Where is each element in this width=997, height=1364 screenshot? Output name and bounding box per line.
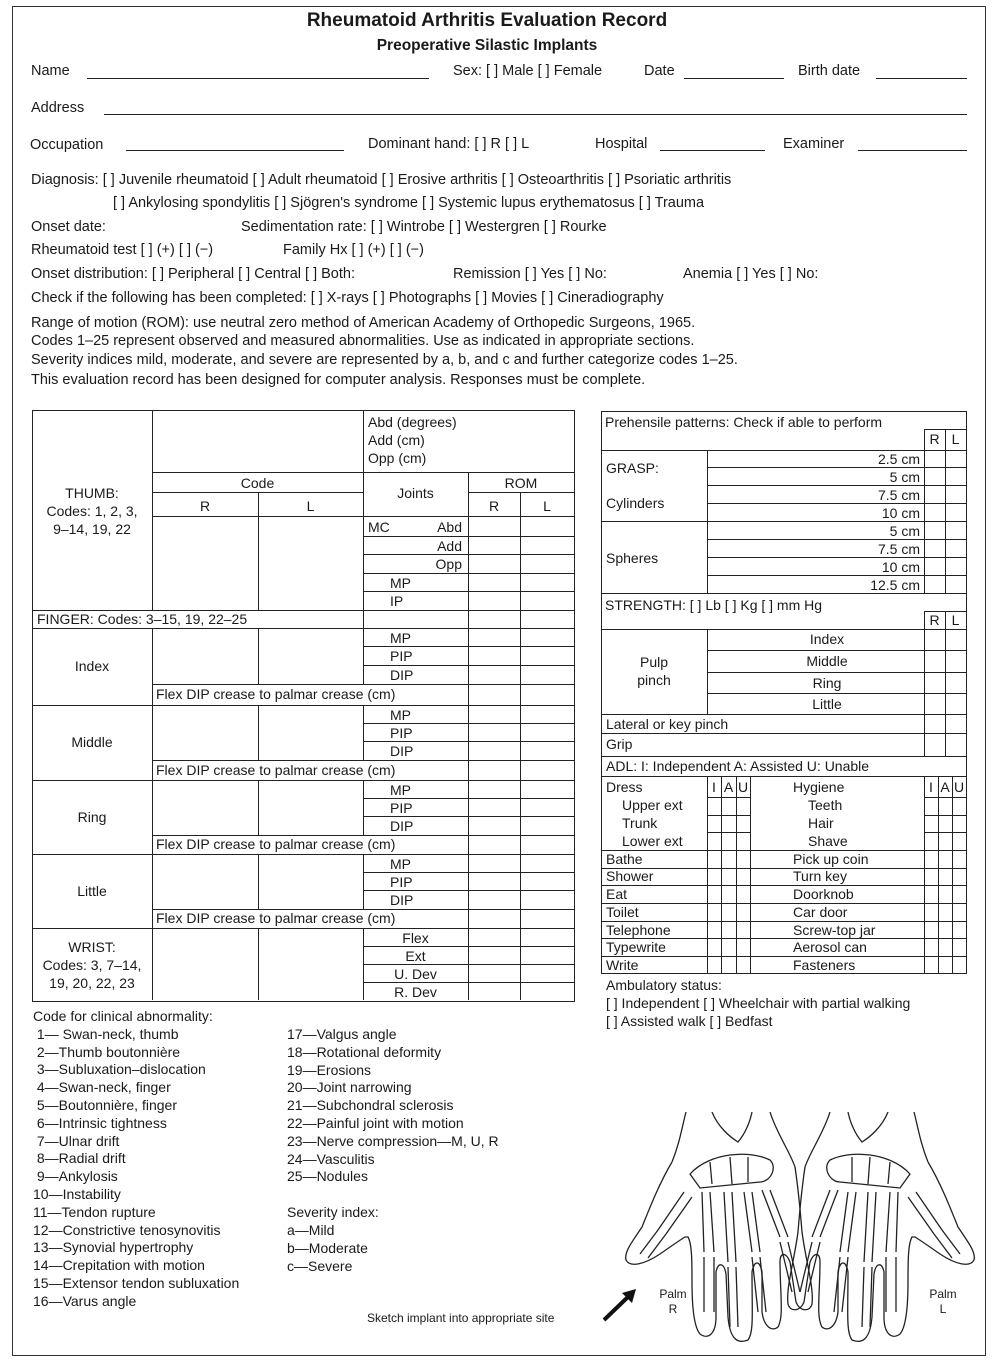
codes-note: Codes 1–25 represent observed and measured abnormalities. Use as indicated in appropriate sections. — [31, 333, 695, 349]
table-grid-line — [32, 928, 574, 929]
ring-flex-dip-label: Flex DIP crease to palmar crease (cm) — [156, 836, 396, 852]
table-grid-line — [924, 776, 925, 973]
table-grid-line — [601, 868, 967, 869]
table-grid-line — [520, 492, 521, 1000]
birth-date-label: Birth date — [798, 63, 861, 79]
thumb-codes-1: Codes: 1, 2, 3, — [46, 503, 138, 519]
severity-item: c—Severe — [287, 1257, 353, 1274]
joint-thumb-ip: IP — [390, 593, 404, 609]
legend-code-item: 16—Varus angle — [33, 1292, 137, 1309]
legend-code-item: 22—Painful joint with motion — [287, 1114, 464, 1131]
palm-l-side: L — [939, 1302, 947, 1316]
sphere-size: 7.5 cm — [877, 541, 920, 557]
family-hx-options[interactable]: Family Hx [ ] (+) [ ] (−) — [283, 242, 424, 258]
pinch-finger: Middle — [806, 653, 848, 669]
activity-label: Bathe — [606, 851, 643, 867]
activity-label: Screw-top jar — [793, 922, 876, 938]
date-label: Date — [644, 63, 675, 79]
finger-codes-label: FINGER: Codes: 3–15, 19, 22–25 — [37, 611, 248, 627]
table-grid-line — [945, 429, 946, 593]
legend-code-item: 9—Ankylosis — [33, 1168, 118, 1185]
joint-ring-pip: PIP — [390, 800, 413, 816]
legend-code-item: 12—Constrictive tenosynovitis — [33, 1221, 221, 1238]
legend-code-item: 19—Erosions — [287, 1061, 372, 1078]
activity-label: Telephone — [606, 922, 671, 938]
table-grid-line — [32, 854, 574, 855]
ambulatory-options-row1[interactable]: [ ] Independent [ ] Wheelchair with partial walking — [606, 995, 911, 1011]
table-grid-line — [924, 815, 966, 816]
spheres-label: Spheres — [606, 550, 659, 566]
table-grid-line — [32, 705, 574, 706]
diagnosis-options-row1[interactable]: Diagnosis: [ ] Juvenile rheumatoid [ ] Adult rheumatoid [ ] Erosive arthritis [ ] Osteoarthritis [ ] Psoriatic arthritis — [31, 172, 732, 188]
hospital-label: Hospital — [595, 136, 648, 152]
legend-code-item: 3—Subluxation–dislocation — [33, 1061, 206, 1078]
legend-code-item: 18—Rotational deformity — [287, 1043, 442, 1060]
legend-code-item: 6—Intrinsic tightness — [33, 1114, 167, 1131]
wrist-codes-2: 19, 20, 22, 23 — [49, 975, 135, 991]
hygiene-label: Hygiene — [793, 779, 845, 795]
table-grid-line — [258, 780, 259, 835]
hygiene-item: Hair — [808, 815, 834, 831]
legend-code-item: 20—Joint narrowing — [287, 1079, 412, 1096]
joint-ring-dip: DIP — [390, 818, 414, 834]
legend-code-item: 15—Extensor tendon subluxation — [33, 1274, 240, 1291]
legend-code-item: 2—Thumb boutonnière — [33, 1043, 181, 1060]
examiner-field[interactable] — [858, 150, 967, 151]
table-grid-line — [32, 780, 574, 781]
table-grid-line — [32, 628, 574, 629]
wrist-label: WRIST: — [68, 939, 116, 955]
form-subtitle: Preoperative Silastic Implants — [376, 37, 598, 54]
table-grid-line — [258, 705, 259, 760]
activity-label: Aerosol can — [793, 939, 867, 955]
rom-note: Range of motion (ROM): use neutral zero method of American Academy of Orthopedic Surgeons, 1965. — [31, 315, 696, 331]
middle-flex-dip-label: Flex DIP crease to palmar crease (cm) — [156, 762, 396, 778]
cylinder-size: 2.5 cm — [877, 451, 920, 467]
table-grid-line — [601, 733, 967, 734]
table-grid-line — [721, 776, 722, 973]
joint-ring-mp: MP — [390, 782, 411, 798]
activity-label: Fasteners — [793, 957, 856, 973]
joint-middle-mp: MP — [390, 707, 411, 723]
wrist-codes-1: Codes: 3, 7–14, — [42, 957, 142, 973]
clinical-code-legend-col2 — [287, 1026, 499, 1275]
remission-options[interactable]: Remission [ ] Yes [ ] No: — [453, 266, 607, 282]
thumb-codes-2: 9–14, 19, 22 — [53, 521, 131, 537]
cylinder-size: 10 cm — [881, 505, 920, 521]
strength-units-options[interactable]: STRENGTH: [ ] Lb [ ] Kg [ ] mm Hg — [605, 597, 823, 613]
grip-label: Grip — [606, 736, 633, 752]
activity-label: Eat — [606, 886, 628, 902]
table-grid-line — [468, 472, 469, 1000]
code-r-header: R — [199, 498, 211, 514]
table-grid-line — [601, 756, 967, 757]
table-grid-line — [152, 684, 574, 685]
table-grid-line — [707, 693, 966, 694]
address-field[interactable] — [104, 114, 967, 115]
table-grid-line — [938, 776, 939, 973]
finger-middle-label: Middle — [71, 734, 113, 750]
wrist-r-dev: R. Dev — [394, 984, 437, 1000]
diagnosis-options-row2[interactable]: [ ] Ankylosing spondylitis [ ] Sjögren's syndrome [ ] Systemic lupus erythematosus [ ] Trauma — [113, 195, 705, 211]
add-cm-label: Add (cm) — [368, 432, 425, 448]
pinch-finger: Little — [812, 696, 842, 712]
severity-index-title: Severity index: — [287, 1204, 379, 1221]
sedimentation-rate-options[interactable]: Sedimentation rate: [ ] Wintrobe [ ] Westergren [ ] Rourke — [241, 219, 607, 235]
sphere-size: 5 cm — [889, 523, 920, 539]
joint-mc: MC — [368, 519, 390, 535]
joint-little-dip: DIP — [390, 892, 414, 908]
rom-r-header: R — [488, 498, 500, 514]
code-header: Code — [240, 475, 275, 491]
legend-code-item: 14—Crepitation with motion — [33, 1257, 205, 1274]
prehensile-r-header: R — [929, 431, 940, 447]
table-grid-line — [258, 928, 259, 1000]
table-grid-line — [924, 832, 966, 833]
thumb-label: THUMB: — [65, 485, 119, 501]
hygiene-item: Teeth — [808, 797, 843, 813]
finger-index-label: Index — [74, 658, 110, 674]
opp-cm-label: Opp (cm) — [368, 450, 427, 466]
table-grid-line — [363, 573, 574, 574]
joint-middle-pip: PIP — [390, 725, 413, 741]
table-grid-line — [707, 650, 966, 651]
table-grid-line — [707, 797, 750, 798]
table-grid-line — [258, 854, 259, 909]
finger-ring-label: Ring — [77, 809, 107, 825]
joint-mc-opp: Opp — [435, 556, 462, 572]
palm-l-label: Palm — [929, 1287, 957, 1301]
table-grid-line — [363, 536, 574, 537]
table-grid-line — [924, 797, 966, 798]
table-grid-line — [152, 492, 363, 493]
clinical-code-legend — [33, 1008, 239, 1311]
date-field[interactable] — [684, 78, 784, 79]
table-grid-line — [601, 903, 967, 904]
pulp-label: Pulp — [639, 654, 669, 670]
table-grid-line — [601, 714, 967, 715]
table-grid-line — [363, 554, 574, 555]
examiner-label: Examiner — [783, 136, 845, 152]
grasp-label: GRASP: — [606, 460, 659, 476]
strength-l-header: L — [951, 612, 960, 628]
ambulatory-label: Ambulatory status: — [606, 977, 722, 993]
table-grid-line — [468, 492, 574, 493]
table-grid-line — [363, 705, 364, 760]
table-grid-line — [750, 776, 751, 973]
pinch-label: pinch — [637, 672, 671, 688]
dress-item: Upper ext — [622, 797, 683, 813]
table-grid-line — [152, 760, 574, 761]
legend-code-item: 11—Tendon rupture — [33, 1203, 156, 1220]
wrist-u-dev: U. Dev — [394, 966, 437, 982]
legend-code-item: 13—Synovial hypertrophy — [33, 1239, 194, 1256]
severity-note: Severity indices mild, moderate, and severe are represented by a, b, and c and further categorize codes 1–25. — [31, 352, 738, 368]
joint-little-pip: PIP — [390, 874, 413, 890]
legend-code-item: 10—Instability — [33, 1185, 121, 1202]
adl-i-header: I — [712, 779, 716, 795]
lateral-pinch-label: Lateral or key pinch — [606, 716, 729, 732]
table-grid-line — [363, 854, 364, 909]
anemia-options[interactable]: Anemia [ ] Yes [ ] No: — [683, 266, 819, 282]
table-grid-line — [707, 832, 750, 833]
dress-item: Trunk — [622, 815, 658, 831]
table-grid-line — [363, 516, 574, 517]
palm-r-label: Palm — [659, 1287, 687, 1301]
sketch-instruction: Sketch implant into appropriate site — [367, 1311, 555, 1325]
index-flex-dip-label: Flex DIP crease to palmar crease (cm) — [156, 686, 396, 702]
legend-code-item: 17—Valgus angle — [287, 1026, 397, 1042]
cylinder-size: 5 cm — [889, 469, 920, 485]
birth-date-field[interactable] — [876, 78, 967, 79]
sex-options[interactable]: Sex: [ ] Male [ ] Female — [453, 63, 603, 79]
joint-little-mp: MP — [390, 856, 411, 872]
severity-item: b—Moderate — [287, 1239, 368, 1256]
right-palm-drawing — [626, 1112, 813, 1341]
prehensile-header: Prehensile patterns: Check if able to perform — [605, 414, 883, 430]
activity-label: Shower — [606, 868, 654, 884]
adl-u-header: U — [953, 779, 965, 795]
adl-a-header: A — [723, 779, 734, 795]
table-grid-line — [363, 780, 364, 835]
legend-code-item: 23—Nerve compression—M, U, R — [287, 1132, 499, 1149]
legend-code-item: 7—Ulnar drift — [33, 1132, 120, 1149]
cylinders-label: Cylinders — [606, 495, 665, 511]
table-grid-line — [363, 410, 364, 684]
wrist-ext: Ext — [405, 948, 426, 964]
table-grid-line — [601, 629, 967, 630]
table-grid-line — [363, 665, 574, 666]
adl-header: ADL: I: Independent A: Assisted U: Unable — [606, 758, 870, 774]
legend-code-item: 4—Swan-neck, finger — [33, 1079, 171, 1096]
strength-r-header: R — [929, 612, 940, 628]
address-label: Address — [31, 100, 85, 116]
dress-item: Lower ext — [622, 833, 683, 849]
table-grid-line — [736, 776, 737, 973]
name-field[interactable] — [87, 78, 429, 79]
adl-u-header: U — [737, 779, 749, 795]
onset-distribution-options[interactable]: Onset distribution: [ ] Peripheral [ ] Central [ ] Both: — [31, 266, 355, 282]
table-grid-line — [707, 672, 966, 673]
rom-header: ROM — [504, 475, 538, 491]
joint-mc-abd: Abd — [437, 519, 462, 535]
table-grid-line — [601, 776, 967, 777]
table-grid-line — [601, 885, 967, 886]
activity-label: Pick up coin — [793, 851, 869, 867]
joint-middle-dip: DIP — [390, 743, 414, 759]
dress-label: Dress — [606, 779, 643, 795]
adl-a-header: A — [940, 779, 950, 795]
little-flex-dip-label: Flex DIP crease to palmar crease (cm) — [156, 910, 396, 926]
finger-little-label: Little — [77, 883, 107, 899]
joint-thumb-mp: MP — [390, 575, 411, 591]
legend-code-item: 5—Boutonnière, finger — [33, 1096, 177, 1113]
hygiene-item: Shave — [808, 833, 848, 849]
activity-label: Typewrite — [606, 939, 666, 955]
prehensile-l-header: L — [951, 431, 960, 447]
sphere-size: 10 cm — [881, 559, 920, 575]
table-grid-line — [152, 472, 574, 473]
activity-label: Write — [606, 957, 639, 973]
activity-label: Doorknob — [793, 886, 854, 902]
legend-code-item: 8—Radial drift — [33, 1150, 126, 1167]
legend-code-item: 24—Vasculitis — [287, 1150, 375, 1167]
legend-code-item: 21—Subchondral sclerosis — [287, 1097, 454, 1114]
joint-index-pip: PIP — [390, 648, 413, 664]
abd-degrees-label: Abd (degrees) — [368, 414, 457, 430]
activity-label: Turn key — [793, 868, 847, 884]
hospital-field[interactable] — [660, 150, 765, 151]
rheumatoid-test-options[interactable]: Rheumatoid test [ ] (+) [ ] (−) — [31, 242, 214, 258]
cylinder-size: 7.5 cm — [877, 487, 920, 503]
palm-r-side: R — [668, 1302, 678, 1316]
joint-index-dip: DIP — [390, 667, 414, 683]
ambulatory-options-row2[interactable]: [ ] Assisted walk [ ] Bedfast — [606, 1013, 773, 1029]
occupation-label: Occupation — [30, 137, 104, 153]
table-grid-line — [924, 429, 925, 593]
legend-code-item: 1— Swan-neck, thumb — [33, 1025, 179, 1042]
joint-index-mp: MP — [390, 630, 411, 646]
table-grid-line — [601, 850, 967, 851]
pinch-finger: Index — [809, 631, 845, 647]
onset-date-label: Onset date: — [31, 219, 106, 235]
computer-note: This evaluation record has been designed for computer analysis. Responses must be complete. — [31, 372, 646, 388]
table-grid-line — [152, 516, 363, 517]
joints-header: Joints — [397, 485, 434, 501]
table-grid-line — [952, 776, 953, 973]
name-label: Name — [31, 63, 70, 79]
severity-item: a—Mild — [287, 1221, 335, 1238]
rom-l-header: L — [543, 498, 551, 514]
dominant-hand-options[interactable]: Dominant hand: [ ] R [ ] L — [368, 136, 530, 152]
legend-title: Code for clinical abnormality: — [33, 1008, 213, 1024]
hand-skeleton-diagram[interactable] — [620, 1112, 980, 1352]
table-grid-line — [707, 815, 750, 816]
activity-label: Car door — [793, 904, 848, 920]
code-l-header: L — [306, 498, 315, 514]
adl-i-header: I — [929, 779, 933, 795]
form-title: Rheumatoid Arthritis Evaluation Record — [306, 10, 668, 31]
table-grid-line — [707, 776, 708, 973]
pinch-finger: Ring — [812, 675, 842, 691]
wrist-flex: Flex — [402, 930, 429, 946]
legend-code-item: 25—Nodules — [287, 1168, 368, 1185]
table-grid-line — [601, 956, 967, 957]
completed-options[interactable]: Check if the following has been completed: [ ] X-rays [ ] Photographs [ ] Movies [ ] Cineradiography — [31, 290, 664, 306]
sphere-size: 12.5 cm — [870, 577, 920, 593]
occupation-field[interactable] — [126, 150, 344, 151]
joint-mc-add: Add — [437, 538, 462, 554]
table-grid-line — [258, 628, 259, 684]
activity-label: Toilet — [606, 904, 639, 920]
